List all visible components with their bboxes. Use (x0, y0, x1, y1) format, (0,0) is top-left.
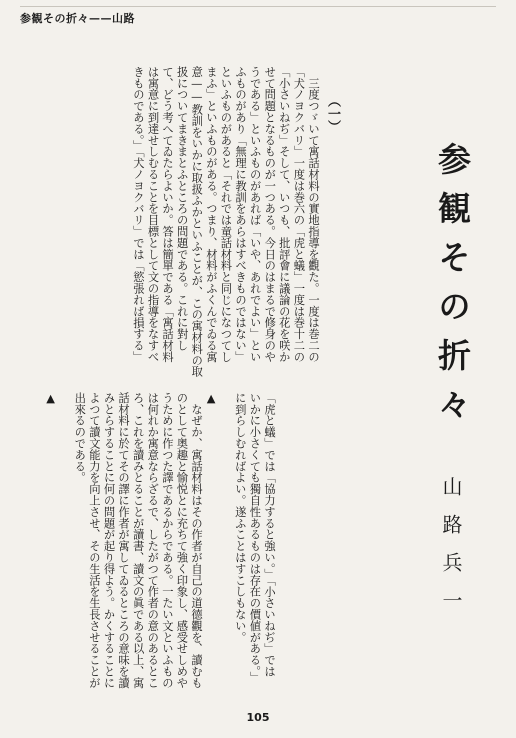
text-line: ろ、これを讀みとることが讀書、讀文の眞である以上、寓 (131, 392, 145, 689)
text-line: 扱についてまきまとふところの問題である。これに對し (175, 66, 189, 351)
text-line: 出來るのである。 (73, 392, 87, 484)
text-line: まふ」といふものがある。つまり、材料がふくんでゐる寓 (204, 66, 218, 363)
text-line: ▲ (204, 392, 218, 406)
text-line: 「虎と蟻」では「協力すると強い。」「小さいねぢ」では (263, 392, 276, 678)
text-line: といふものがあると「それでは童話材料と同じになつてし (219, 66, 233, 363)
top-rule (20, 6, 496, 7)
text-line: て、どう考へてゐたらよいか。答は簡單である「寓話材料 (161, 66, 175, 363)
text-line: よつて讀文能力を向上させ、その生活を生長させることが (87, 392, 101, 689)
body-text-upper (130, 66, 320, 378)
text-line (218, 392, 233, 686)
text-line (57, 392, 72, 686)
text-line: きものである。」「犬ノヨクバリ」では「慾張れば損する」 (131, 66, 145, 363)
text-line: うである」といふものがあれば「いや、あれでよい」とい (248, 66, 262, 363)
text-line: ▲ (44, 392, 58, 406)
text-line: なぜか、寓話材料はその作者が自己の道德觀を、讀むも (190, 392, 204, 689)
text-line: 「小さいねぢ」そして、いつも、批評會に議論の花を咲か (277, 66, 291, 363)
text-line: 「犬ノヨクバリ」一度は巻六の「虎と蟻」一度は巻十二の (292, 66, 306, 363)
text-line: みとらすることに何の問題が起り得よう。かくすることに (102, 392, 116, 689)
text-line: に到らしむればよい。遂ふことはすこしもない。 (233, 392, 247, 643)
text-line: は何れか寓意ならざるで、したがつて作者の意のあるとこ (146, 392, 160, 689)
body-text-lower (43, 392, 277, 689)
text-line: 意——教訓をいかに取扱ふかといふことが、この寓材料の取 (190, 66, 204, 378)
running-head: 参観その折々——山路 (20, 12, 135, 25)
text-line: 話材料に於てその譯に作者が寓してゐるところの意味を讀 (117, 392, 131, 689)
text-line: いかに小さくても獨自性あるものは存在の價値がある。」 (248, 392, 262, 683)
author-name: 山路兵一 (439, 476, 463, 628)
text-line: のとして奥趣と愉悦とに充ちて強く印象し、感受せしめや (175, 392, 189, 689)
text-line: うために作つた譯であるからである。一たい文といふもの (160, 392, 174, 689)
text-line: 三度つゞいて寓話材料の實地指導を觀た。一度は巻二の (307, 66, 320, 363)
text-line: ふものがあり「無理に教訓をあらはすべきものではない」 (234, 66, 248, 363)
article-title: 参観その折々 (433, 142, 472, 436)
page-number: 105 (246, 711, 270, 724)
section-number: （一） (325, 94, 340, 133)
text-line: せて問題となるものが一つある。今日のはまるで修身のや (263, 66, 277, 363)
text-line: は寓意に到達せしむることを目標として文の指導をなすべ (146, 66, 160, 363)
